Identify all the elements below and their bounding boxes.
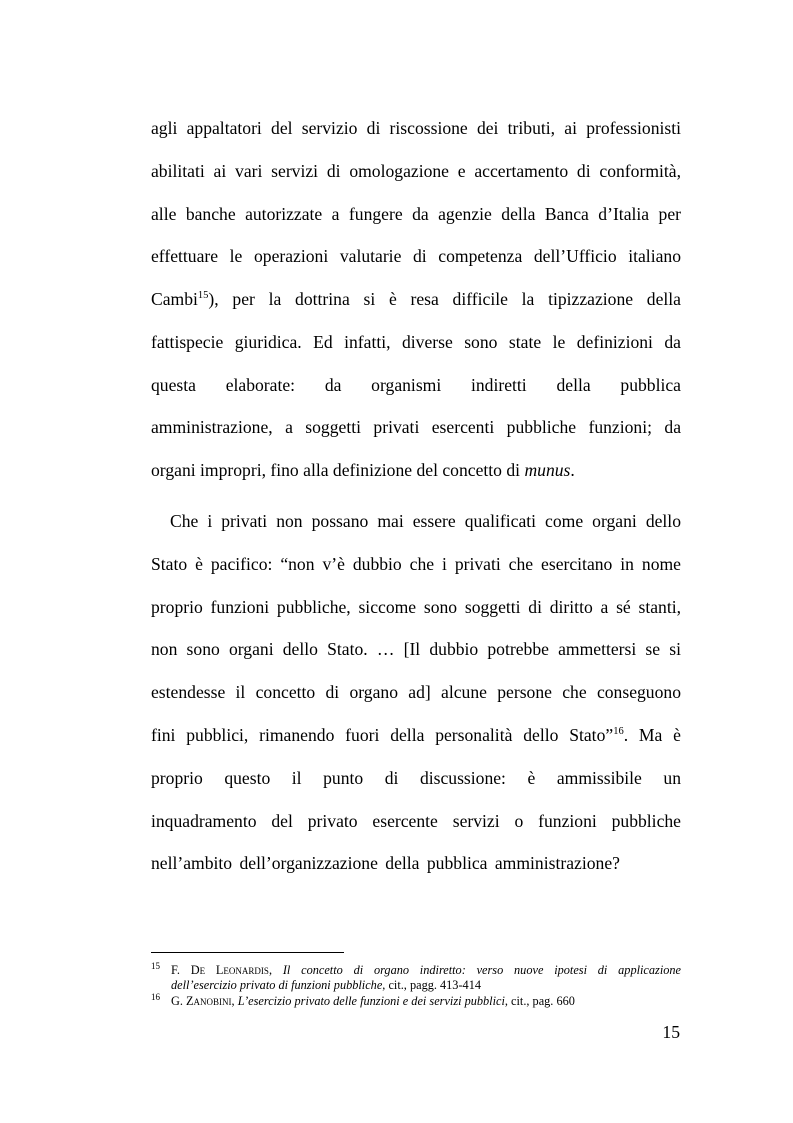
author-name: De Leonardis	[190, 963, 269, 977]
text-line: non sono organi dello Stato. … [Il dubbio potrebbe ammettersi se si	[151, 639, 681, 659]
text-line: proprio questo il punto di discussione: è ammissibile un	[151, 768, 681, 788]
text-line: agli appaltatori del servizio di riscossione dei tributi, ai professionisti	[151, 118, 681, 138]
separator: ,	[268, 963, 283, 977]
footnote-line	[171, 994, 681, 1008]
text-line	[151, 724, 681, 746]
text-line: abilitati ai vari servizi di omologazione e accertamento di conformità,	[151, 161, 681, 181]
author-initial: G.	[171, 994, 187, 1008]
footnote-separator	[151, 952, 344, 953]
work-title: L’esercizio privato delle funzioni e dei servizi pubblici	[237, 994, 505, 1008]
text-fragment: ), per la dottrina si è resa difficile la tipizzazione della	[208, 289, 681, 309]
footnote-number: 15	[151, 961, 160, 971]
text-fragment: Cambi	[151, 289, 198, 309]
text-line: questa elaborate: da organismi indiretti della pubblica	[151, 375, 681, 395]
author-initial: F.	[171, 963, 191, 977]
text-line: proprio funzioni pubbliche, siccome sono soggetti di diritto a sé stanti,	[151, 597, 681, 617]
text-fragment: organi impropri, fino alla definizione del concetto di	[151, 460, 525, 480]
footnote-ref-16: 16	[613, 726, 624, 737]
text-line: amministrazione, a soggetti privati esercenti pubbliche funzioni; da	[151, 417, 681, 437]
text-line: estendesse il concetto di organo ad] alcune persone che conseguono	[151, 682, 681, 702]
text-line: effettuare le operazioni valutarie di competenza dell’Ufficio italiano	[151, 246, 681, 266]
author-name: Zanobini	[186, 994, 232, 1008]
work-title-cont: dell’esercizio privato di funzioni pubbliche	[171, 978, 383, 992]
text-line: fattispecie giuridica. Ed infatti, diverse sono state le definizioni da	[151, 332, 681, 352]
text-fragment: fini pubblici, rimanendo fuori della personalità dello Stato”	[151, 725, 614, 745]
text-line	[151, 459, 681, 481]
text-fragment: .	[570, 460, 575, 480]
text-line: nell’ambito dell’organizzazione della pubblica amministrazione?	[151, 853, 620, 873]
text-line	[151, 288, 681, 310]
page-number: 15	[662, 1022, 680, 1042]
text-line: Che i privati non possano mai essere qualificati come organi dello	[170, 511, 681, 531]
footnote-number: 16	[151, 992, 160, 1002]
separator: ,	[231, 994, 238, 1008]
text-line: inquadramento del privato esercente servizi o funzioni pubbliche	[151, 811, 681, 831]
text-line: alle banche autorizzate a fungere da agenzie della Banca d’Italia per	[151, 204, 681, 224]
footnote-line	[171, 978, 681, 992]
footnote-ref-15: 15	[197, 290, 209, 301]
work-title: Il concetto di organo indiretto: verso nuove ipotesi di applicazione	[282, 963, 681, 977]
footnote-line	[171, 963, 681, 977]
reference: , cit., pagg. 413-414	[382, 978, 481, 992]
reference: , cit., pag. 660	[504, 994, 575, 1008]
text-line: Stato è pacifico: “non v’è dubbio che i privati che esercitano in nome	[151, 554, 681, 574]
italic-term: munus	[524, 460, 571, 480]
text-fragment: . Ma è	[623, 725, 681, 745]
